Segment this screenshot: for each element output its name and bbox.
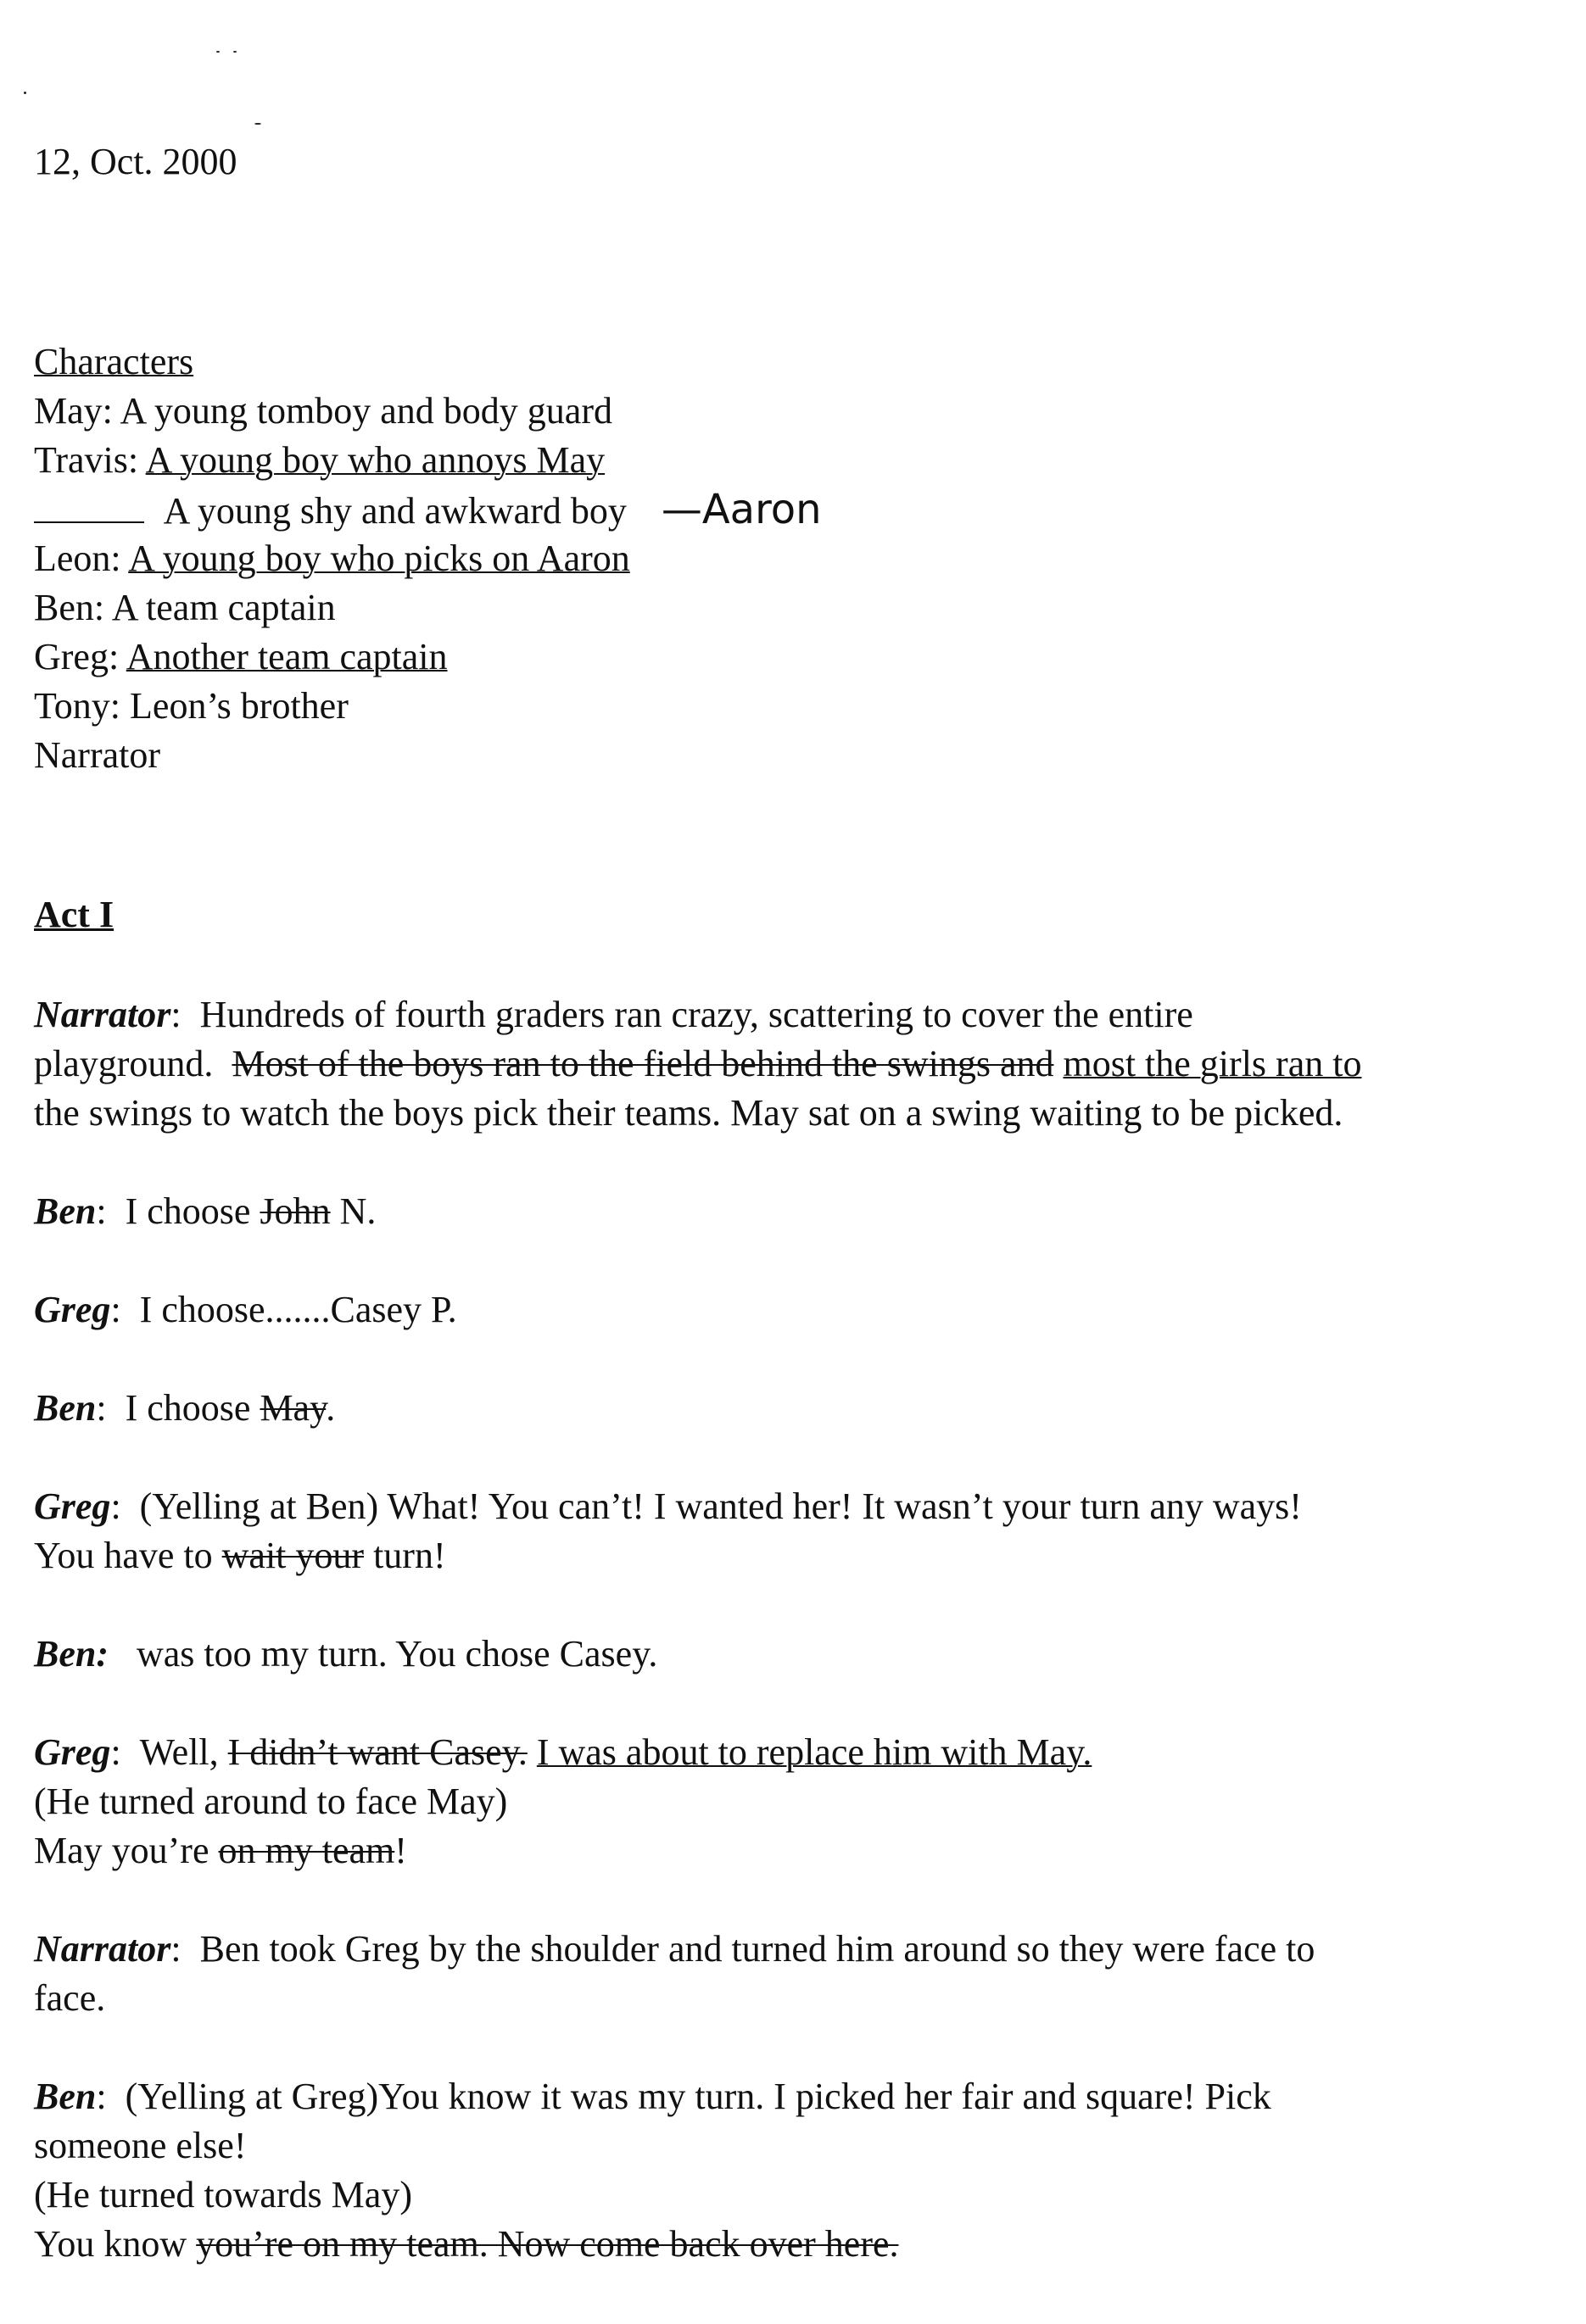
script-line — [34, 1974, 105, 2023]
speaker: Ben — [34, 2076, 97, 2117]
dialogue: (Yelling at Ben) What! You can’t! I wanted her! It wasn’t your turn any ways! — [139, 1485, 1302, 1527]
characters-heading: Characters — [34, 341, 194, 382]
character-description: Another team captain — [126, 636, 448, 677]
scan-speck — [254, 123, 261, 125]
speaker: Greg — [34, 1289, 111, 1330]
dialogue-tail: N. — [339, 1190, 377, 1232]
struck-text: Most of the boys ran to the field behind the swings and — [232, 1043, 1054, 1084]
script-line: Greg: Well, I didn’t want Casey. I was about to replace him with May. — [34, 1731, 1092, 1773]
dialogue-tail: turn! — [373, 1535, 446, 1576]
dialogue-tail: . — [326, 1387, 336, 1429]
struck-text: John — [260, 1190, 331, 1232]
date: 12, Oct. 2000 — [34, 141, 237, 182]
dialogue: Ben took Greg by the shoulder and turned him around so they were face to — [199, 1928, 1315, 1970]
character-description: A young boy who picks on Aaron — [128, 538, 630, 579]
struck-text: on my team — [218, 1830, 395, 1871]
dialogue-tail: ! — [394, 1830, 407, 1871]
scan-speck — [233, 51, 237, 53]
scan-speck — [24, 92, 26, 94]
character-entry — [34, 731, 160, 780]
dialogue: You know — [34, 2223, 187, 2265]
character-name: Tony: — [34, 685, 121, 727]
character-description: A young boy who annoys May — [145, 439, 606, 481]
character-name: Travis: — [34, 439, 139, 481]
character-entry — [34, 387, 612, 436]
dialogue: (He turned around to face May) — [34, 1781, 508, 1822]
dialogue: (Yelling at Greg)You know it was my turn. I picked her fair and square! Pick — [125, 2076, 1271, 2117]
character-entry — [34, 682, 349, 731]
character-name: May: — [34, 390, 113, 432]
character-description: A young tomboy and body guard — [120, 390, 612, 432]
script-line: Greg: (Yelling at Ben) What! You can’t! I wanted her! It wasn’t your turn any ways! — [34, 1485, 1302, 1527]
dialogue: was too my turn. You chose Casey. — [137, 1633, 658, 1675]
script-line: Greg: I choose.......Casey P. — [34, 1289, 457, 1330]
dialogue: You have to — [34, 1535, 213, 1576]
dialogue: I choose.......Casey P. — [139, 1289, 457, 1330]
script-line — [34, 2121, 246, 2171]
name-blank — [34, 496, 144, 523]
handwritten-name: —Aaron — [661, 486, 822, 533]
struck-text: wait your — [221, 1535, 365, 1576]
dialogue-tail: I was about to replace him with May. — [536, 1731, 1092, 1773]
act-heading: Act I — [34, 894, 114, 935]
dialogue: Well, — [139, 1731, 219, 1773]
speaker: Ben — [34, 1387, 97, 1429]
dialogue: someone else! — [34, 2125, 247, 2166]
dialogue: the swings to watch the boys pick their teams. May sat on a swing waiting to be picked. — [34, 1092, 1343, 1134]
script-line — [34, 1826, 407, 1875]
character-description: Leon’s brother — [130, 685, 349, 727]
character-name: Leon: — [34, 538, 121, 579]
script-line — [34, 2220, 899, 2269]
dialogue: I choose — [125, 1387, 251, 1429]
character-description: A team captain — [111, 587, 336, 628]
struck-text: May — [260, 1387, 327, 1429]
speaker: Greg — [34, 1731, 111, 1773]
dialogue: face. — [34, 1977, 106, 2019]
script-line — [34, 1777, 507, 1826]
speaker: Ben — [34, 1190, 97, 1232]
character-entry — [34, 583, 336, 633]
dialogue: Hundreds of fourth graders ran crazy, scattering to cover the entire — [199, 994, 1193, 1035]
script-line — [34, 1089, 1343, 1138]
script-line: Ben: (Yelling at Greg)You know it was my turn. I picked her fair and square! Pick — [34, 2076, 1271, 2117]
struck-text: I didn’t want Casey. — [227, 1731, 528, 1773]
dialogue: (He turned towards May) — [34, 2174, 412, 2215]
struck-text: you’re on my team. Now come back over here. — [196, 2223, 899, 2265]
character-name: Narrator — [34, 734, 161, 776]
script-line — [34, 1630, 657, 1679]
script-line: Narrator: Hundreds of fourth graders ran crazy, scattering to cover the entire — [34, 994, 1193, 1035]
dialogue: playground. — [34, 1043, 214, 1084]
speaker: Narrator — [34, 1928, 171, 1970]
speaker: Greg — [34, 1485, 111, 1527]
character-entry — [34, 485, 822, 536]
character-name: Greg: — [34, 636, 120, 677]
script-line: Ben: I choose May. — [34, 1387, 336, 1429]
speaker: Ben: — [34, 1633, 109, 1675]
script-line: Ben: I choose John N. — [34, 1190, 377, 1232]
character-entry — [34, 534, 630, 583]
dialogue: I choose — [125, 1190, 251, 1232]
script-line — [34, 1531, 446, 1580]
script-line — [34, 1039, 1361, 1089]
character-name: Ben: — [34, 587, 105, 628]
scan-speck — [216, 51, 220, 53]
dialogue-tail: most the girls ran to — [1063, 1043, 1362, 1084]
speaker: Narrator — [34, 994, 171, 1035]
character-entry — [34, 436, 605, 485]
character-description: A young shy and awkward boy — [163, 490, 627, 532]
dialogue: May you’re — [34, 1830, 209, 1871]
character-entry — [34, 633, 448, 682]
script-line: Narrator: Ben took Greg by the shoulder and turned him around so they were face to — [34, 1928, 1315, 1970]
script-line — [34, 2171, 412, 2220]
